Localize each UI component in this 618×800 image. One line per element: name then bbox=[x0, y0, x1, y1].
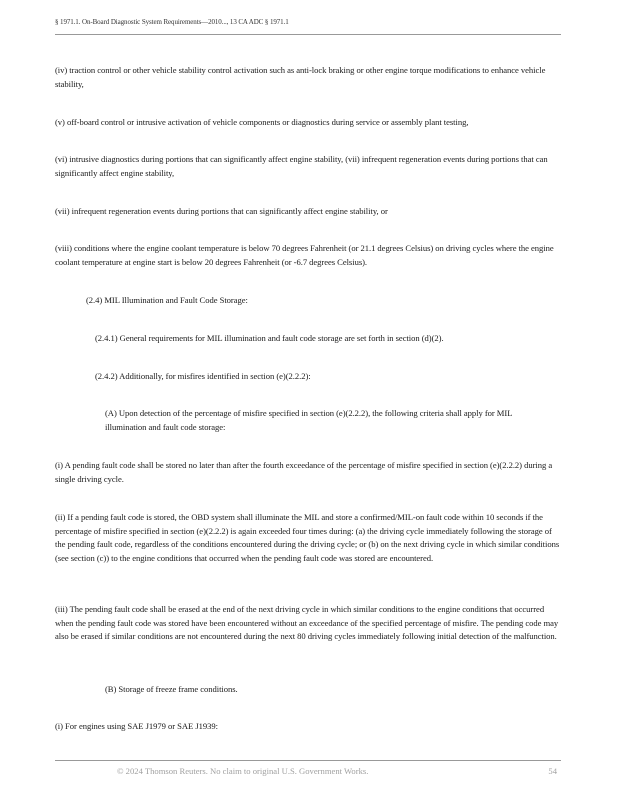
header-divider bbox=[55, 34, 561, 35]
paragraph-iii-erase-pending-code: (iii) The pending fault code shall be erased at the end of the next driving cycle in which similar conditions to the engine conditions that occurred when the pending fault code was stored have been encountered without an exceedance of the specified percentage of misfire. The pending code may also be erased if similar conditions are not encountered during the next 80 driving cycles immediately following initial detection of the malfunction. bbox=[55, 604, 559, 641]
paragraph-2-4-2: (2.4.2) Additionally, for misfires identified in section (e)(2.2.2): bbox=[95, 371, 311, 381]
paragraph-b-freeze-frame: (B) Storage of freeze frame conditions. bbox=[105, 684, 238, 694]
paragraph-viii-coolant-temperature: (viii) conditions where the engine coolant temperature is below 70 degrees Fahrenheit (or 21.1 degrees Celsius) on driving cycles where the engine coolant temperature at engine start is below 20 degrees Fahrenheit (or -6.7 degrees Celsius). bbox=[55, 243, 554, 267]
paragraph-2-4-1: (2.4.1) General requirements for MIL illumination and fault code storage are set forth in section (d)(2). bbox=[95, 333, 444, 343]
paragraph-i-sae-engines: (i) For engines using SAE J1979 or SAE J1939: bbox=[55, 721, 218, 731]
page-number: 54 bbox=[548, 766, 557, 776]
paragraph-a-misfire-detection: (A) Upon detection of the percentage of misfire specified in section (e)(2.2.2), the following criteria shall apply for MIL illumination and fault code storage: bbox=[105, 408, 513, 432]
paragraph-i-pending-fault-code: (i) A pending fault code shall be stored no later than after the fourth exceedance of the percentage of misfire specified in section (e)(2.2.2) during a single driving cycle. bbox=[55, 460, 553, 484]
section-heading-2-4: (2.4) MIL Illumination and Fault Code Storage: bbox=[86, 295, 248, 305]
paragraph-vi-intrusive-diagnostics: (vi) intrusive diagnostics during portions that can significantly affect engine stability, (vii) infrequent regeneration events during portions that can significantly affect engine stability, bbox=[55, 154, 548, 178]
paragraph-ii-mil-illumination: (ii) If a pending fault code is stored, the OBD system shall illuminate the MIL and store a confirmed/MIL-on fault code within 10 seconds if the percentage of misfire specified in section (e)(2.2.2) is again exceeded four times during: (a) the driving cycle immediately following the storage of the pending fault code, regardless of the conditions encountered during the driving cycle; or (b) on the next driving cycle in which similar conditions (see section (c)) to the engine conditions that occurred when the pending fault code was stored are encountered. bbox=[55, 512, 560, 563]
paragraph-v-off-board-control: (v) off-board control or intrusive activation of vehicle components or diagnostics during service or assembly plant testing, bbox=[55, 117, 469, 127]
running-header: § 1971.1. On-Board Diagnostic System Requirements—2010..., 13 CA ADC § 1971.1 bbox=[55, 18, 289, 26]
paragraph-iv-traction-control: (iv) traction control or other vehicle stability control activation such as anti-lock braking or other engine torque modifications to enhance vehicle stability, bbox=[55, 65, 546, 89]
paragraph-vii-regeneration-events: (vii) infrequent regeneration events during portions that can significantly affect engine stability, or bbox=[55, 206, 388, 216]
footer-divider bbox=[55, 760, 561, 761]
copyright-notice: © 2024 Thomson Reuters. No claim to original U.S. Government Works. bbox=[117, 766, 369, 776]
